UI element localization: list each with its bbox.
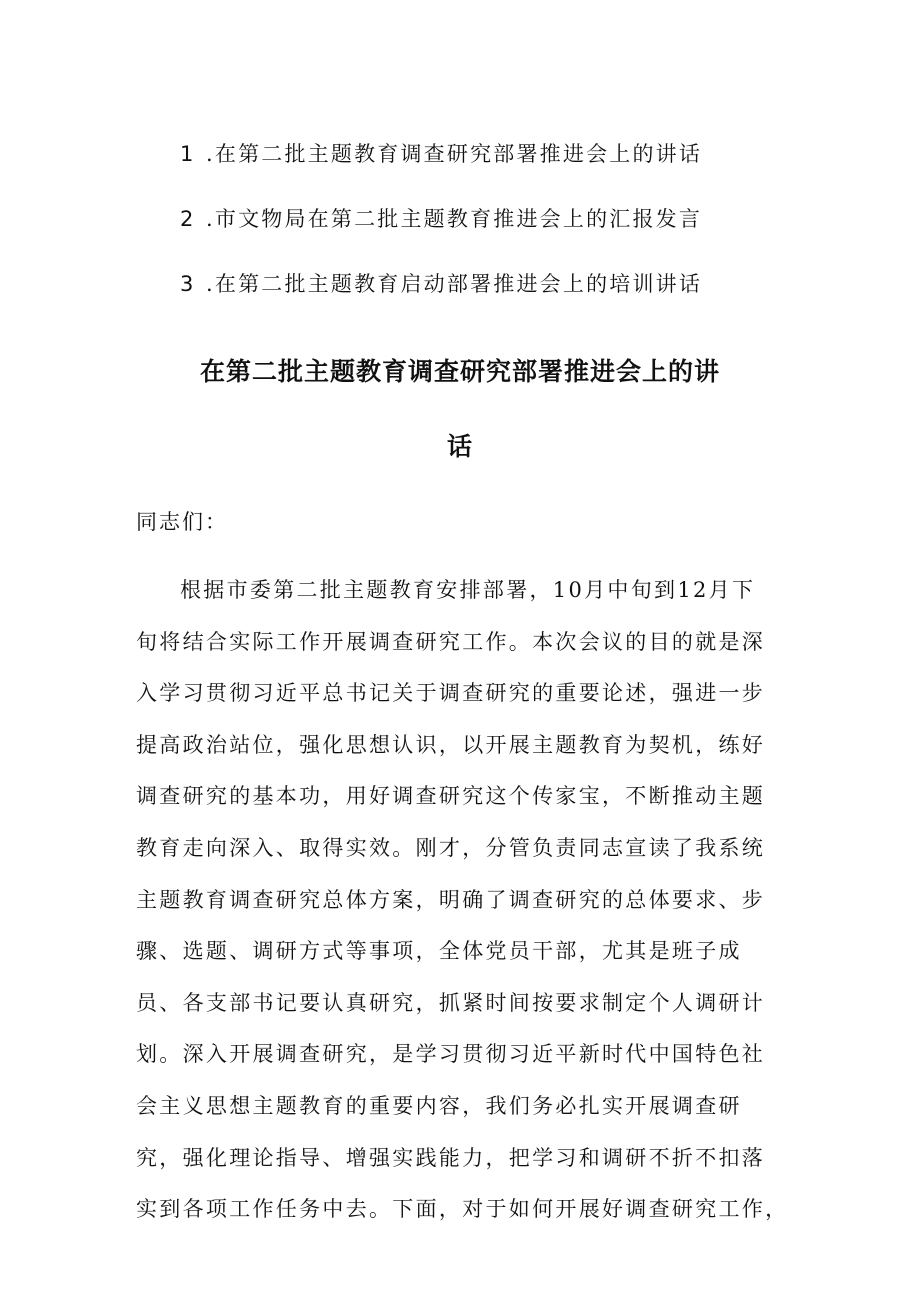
document-title-line-1: 在第二批主题教育调查研究部署推进会上的讲: [199, 357, 720, 386]
body-line: 会主义思想主题教育的重要内容，我们务必扎实开展调查研: [136, 1093, 742, 1118]
body-line: 究，强化理论指导、增强实践能力，把学习和调研不折不扣落: [136, 1145, 766, 1170]
body-line: 骤、选题、调研方式等事项，全体党员干部，尤其是班子成: [136, 939, 742, 964]
body-line: 入学习贯彻习近平总书记关于调查研究的重要论述，强进一步: [136, 681, 766, 706]
toc-item-text: .市文物局在第二批主题教育推进会上的汇报发言: [206, 207, 703, 231]
body-line: 提高政治站位，强化思想认识，以开展主题教育为契机，练好: [136, 732, 766, 757]
salutation: 同志们：: [136, 510, 228, 534]
toc-item: [180, 199, 800, 264]
toc-item-text: .在第二批主题教育启动部署推进会上的培训讲话: [206, 272, 703, 296]
toc-item-number: 3: [180, 272, 196, 296]
body-line: 教育走向深入、取得实效。刚才，分管负责同志宣读了我系统: [136, 835, 766, 860]
body-line: 实到各项工作任务中去。下面，对于如何开展好调查研究工作，: [136, 1197, 789, 1222]
body-line: 调查研究的基本功，用好调查研究这个传家宝，不断推动主题: [136, 784, 766, 809]
toc-item-number: 2: [180, 207, 196, 231]
toc-item: [180, 264, 800, 329]
body-line: 根据市委第二批主题教育安排部署，10月中旬到12月下: [180, 578, 756, 602]
body-paragraph: [136, 570, 789, 1241]
toc-item: [180, 134, 800, 199]
toc-item-number: 1: [180, 142, 196, 166]
body-line: 划。深入开展调查研究，是学习贯彻习近平新时代中国特色社: [136, 1042, 766, 1067]
body-line: 主题教育调查研究总体方案，明确了调查研究的总体要求、步: [136, 887, 766, 912]
body-line: 员、各支部书记要认真研究，抓紧时间按要求制定个人调研计: [136, 990, 766, 1015]
table-of-contents: [180, 134, 800, 329]
toc-item-text: .在第二批主题教育调查研究部署推进会上的讲话: [206, 142, 703, 166]
document-title-line-2: 话: [446, 432, 473, 461]
body-line: 旬将结合实际工作开展调查研究工作。本次会议的目的就是深: [136, 629, 766, 654]
